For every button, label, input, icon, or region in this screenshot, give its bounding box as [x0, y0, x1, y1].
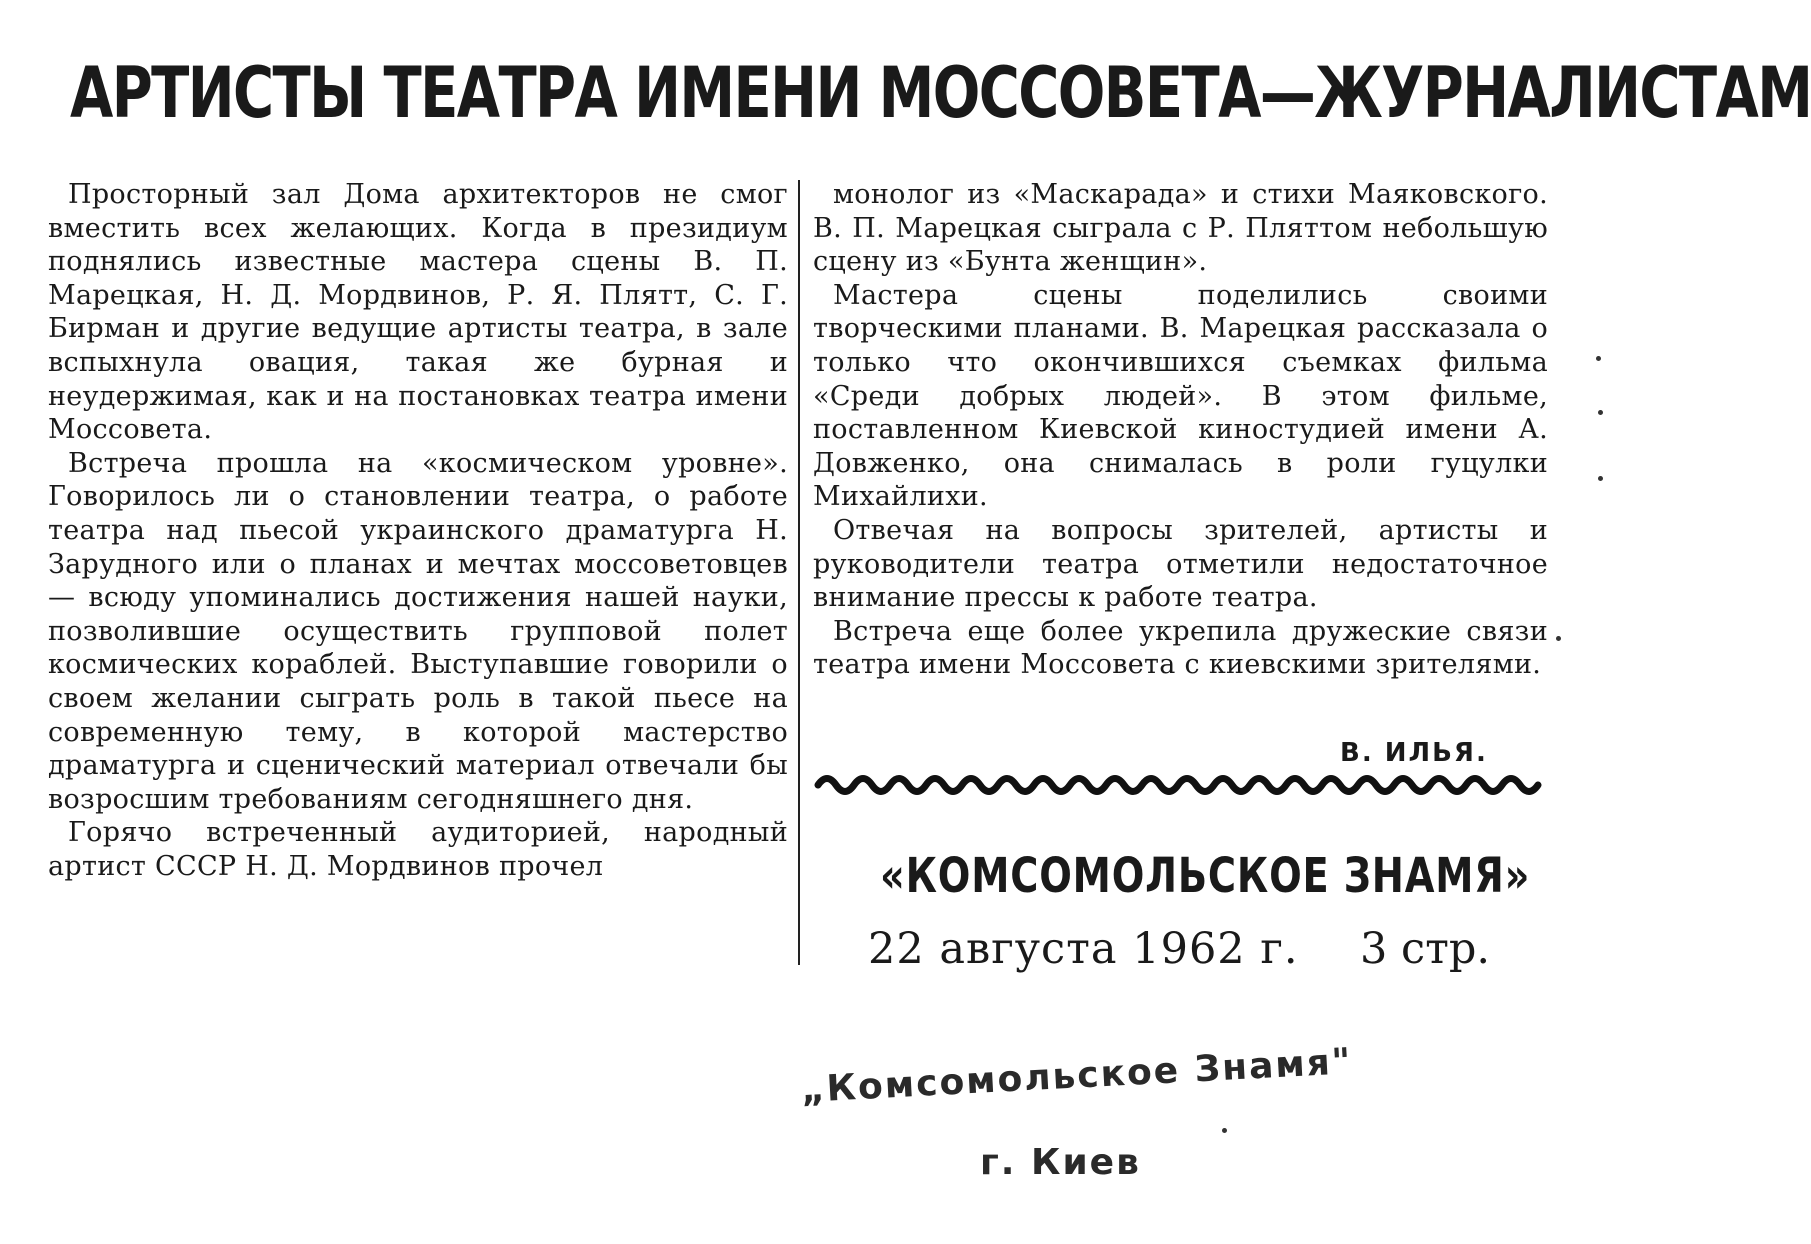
newspaper-title: «КОМСОМОЛЬСКОЕ ЗНАМЯ»: [880, 848, 1531, 904]
page-number: 3 стр.: [1360, 924, 1491, 974]
article-paragraph: Мастера сцены поделились своими творческими планами. В. Марецкая рассказала о только что окончившихся съемках фильма «Среди добрых людей». В этом фильме, поставленном Киевской киностудией имени А. Довженко, она снималась в роли гуцулки Михайлихи.: [813, 279, 1548, 513]
article-headline: АРТИСТЫ ТЕАТРА ИМЕНИ МОССОВЕТА—ЖУРНАЛИСТАМ: [70, 52, 1811, 134]
article-paragraph: Встреча прошла на «космическом уровне». Говорилось ли о становлении театра, о работе театра над пьесой украинского драматурга Н. Зарудного или о планах и мечтах моссоветовцев — всюду упоминались достижения нашей науки, позволившие осуществить групповой полет космических кораблей. Выступавшие говорили о своем желании сыграть роль в такой пьесе на современную тему, в которой мастерство драматурга и сценический материал отвечали бы возросшим требованиям сегодняшнего дня.: [48, 447, 788, 815]
article-paragraph: Просторный зал Дома архитекторов не смог вместить всех желающих. Когда в президиум поднялись известные мастера сцены В. П. Марецкая, Н. Д. Мордвинов, Р. Я. Плятт, С. Г. Бирман и другие ведущие артисты театра, в зале вспыхнула овация, такая же бурная и неудержимая, как и на постановках театра имени Моссовета.: [48, 179, 788, 446]
print-speck: [1222, 1128, 1227, 1133]
print-speck: [1596, 356, 1601, 361]
publication-date: 22 августа 1962 г.: [868, 924, 1299, 974]
print-speck: [1556, 636, 1561, 641]
print-speck: [1598, 476, 1603, 481]
library-stamp: [800, 1041, 1354, 1200]
column-divider: [798, 180, 800, 965]
wavy-divider: [818, 772, 1546, 798]
article-column-right: [813, 178, 1548, 682]
article-paragraph: Встреча еще более укрепила дружеские связи театра имени Моссовета с киевскими зрителями.: [813, 615, 1548, 681]
article-paragraph: монолог из «Маскарада» и стихи Маяковского. В. П. Марецкая сыграла с Р. Пляттом небольшую сцену из «Бунта женщин».: [813, 179, 1548, 278]
article-paragraph: Отвечая на вопросы зрителей, артисты и руководители театра отметили недостаточное внимание прессы к работе театра.: [813, 514, 1548, 614]
article-paragraph: Горячо встреченный аудиторией, народный артист СССР Н. Д. Мордвинов прочел: [48, 817, 788, 882]
stamp-city: г. Киев: [980, 1142, 1141, 1183]
stamp-newspaper-name: „Комсомольское Знамя": [800, 1041, 1354, 1111]
article-byline: В. ИЛЬЯ.: [1340, 738, 1488, 768]
article-column-left: [48, 178, 788, 883]
print-speck: [1598, 410, 1603, 415]
